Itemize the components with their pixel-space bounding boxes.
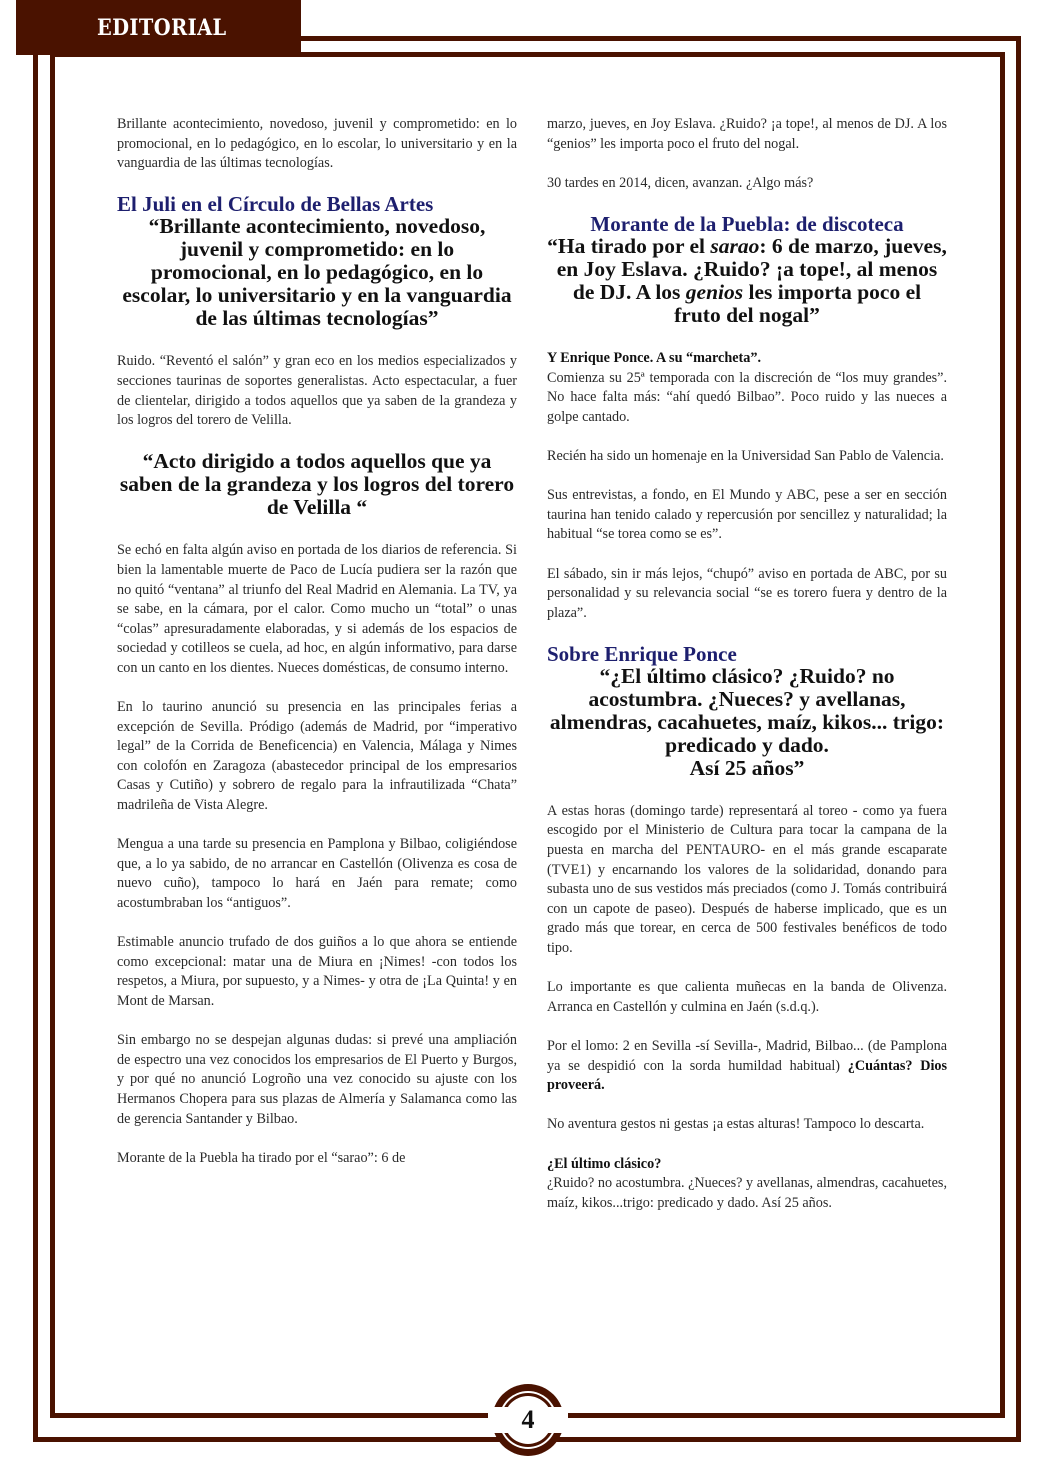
body-text-bold: ¿Cuántas? Dios proveerá. xyxy=(547,1057,948,1094)
body-paragraph: En lo taurino anunció su presencia en las principales ferias a excepción de Sevilla. Pródigo (además de Madrid, por “imperativo legal” de la Corrida de Beneficencia) en Valencia, Málaga y Nimes con colofón en Zaragoza (abastecedor principal de los empresarios Casas y Cutiño) y sobrero de regalo para la infrautilizada “Chata” madrileña de Vista Alegre. xyxy=(117,699,517,814)
left-column xyxy=(117,115,517,1188)
pull-quote-ponce xyxy=(547,665,947,780)
body-paragraph: Estimable anuncio trufado de dos guiños a lo que ahora se entiende como excepcional: matar una de Miura en ¡Nimes! -con todos los respetos, a Miura, por supuesto, y a Nimes- y otra de ¡La Quinta! y en Mont de Marsan. xyxy=(117,934,517,1009)
body-paragraph: 30 tardes en 2014, dicen, avanzan. ¿Algo más? xyxy=(547,174,814,191)
body-paragraph: Comienza su 25ª temporada con la discreción de “los muy grandes”. No hace falta más: “ahí quedó Bilbao”. Poco ruido y las nueces a golpe cantado. xyxy=(547,369,947,425)
pull-quote-italic: genios xyxy=(685,279,744,304)
body-paragraph: El sábado, sin ir más lejos, “chupó” aviso en portada de ABC, por su personalidad y su relevancia social “se es torero fuera y dentro de la plaza”. xyxy=(547,565,947,621)
body-paragraph: marzo, jueves, en Joy Eslava. ¿Ruido? ¡a tope!, al menos de DJ. A los “genios” les importa poco el fruto del nogal. xyxy=(547,116,947,152)
pull-quote-italic: sarao xyxy=(710,233,760,258)
pull-quote-morante xyxy=(547,235,947,327)
pull-quote-el-juli: “Brillante acontecimiento, novedoso, juvenil y comprometido: en lo promocional, en lo pedagógico, en lo escolar, lo universitario y en la vanguardia de las últimas tecnologías” xyxy=(122,214,512,331)
body-paragraph: Sus entrevistas, a fondo, en El Mundo y ABC, pese a ser en sección taurina han tenido calado y repercusión por sencillez y naturalidad; la habitual “se torea como se es”. xyxy=(547,487,947,543)
body-paragraph: No aventura gestos ni gestas ¡a estas alturas! Tampoco lo descarta. xyxy=(547,1116,925,1133)
pull-quote-text: : 6 de marzo, jueves, en Joy Eslava. ¿Ruido? ¡a tope!, al menos de DJ. A los xyxy=(556,233,947,304)
pull-quote-text: les importa poco el fruto del nogal” xyxy=(674,279,922,327)
body-paragraph: Lo importante es que calienta muñecas en la banda de Olivenza. Arranca en Castellón y culmina en Jaén (s.d.q.). xyxy=(547,979,947,1015)
ponce-lead-line: Y Enrique Ponce. A su “marcheta”. xyxy=(547,349,761,366)
section-header-tab xyxy=(16,0,301,55)
body-paragraph: A estas horas (domingo tarde) representará al toreo - como ya fuera escogido por el Ministerio de Cultura para tocar la campana de la puesta en marcha del PENTAURO- en el más grande escaparate (TVE1) y encarnando los valores de la solidaridad, donando para subasta uno de sus vestidos más preciados (como J. Tomás contribuirá con un capote de paseo). Después de haberse implicado, que es un grado más que torear, en cerca de 500 festivales benéficos de todo tipo. xyxy=(547,802,947,957)
body-paragraph: Ruido. “Reventó el salón” y gran eco en los medios especializados y secciones taurinas de soportes generalistas. Acto espectacular, a fuer de clientelar, dirigido a todos aquellos que ya saben de la grandeza y los logros del torero de Velilla. xyxy=(117,353,517,429)
right-column xyxy=(547,115,947,1233)
closing-lead-line: ¿El último clásico? xyxy=(547,1155,662,1172)
body-paragraph: Morante de la Puebla ha tirado por el “sarao”: 6 de xyxy=(117,1149,406,1166)
body-paragraph: Sin embargo no se despejan algunas dudas: si prevé una ampliación de espectro una vez conocidos los empresarios de El Puerto y Burgos, y por qué no anunció Logroño una vez conocido su ajuste con los Hermanos Chopera para sus plazas de Almería y Salamanca como las de gerencia Santander y Bilbao. xyxy=(117,1032,517,1127)
intro-paragraph: Brillante acontecimiento, novedoso, juvenil y comprometido: en lo promocional, en lo pedagógico, en lo escolar, lo universitario y en la vanguardia de las últimas tecnologías. xyxy=(117,116,517,172)
body-paragraph: Mengua a una tarde su presencia en Pamplona y Bilbao, coligiéndose que, a lo ya sabido, de no arrancar en Castellón (Olivenza es cosa de nuevo cuño), tampoco lo hará en Jaén para remate; como acostumbraban los “antiguos”. xyxy=(117,836,517,912)
pull-quote-line: Así 25 años” xyxy=(689,755,805,780)
body-paragraph xyxy=(547,1037,947,1096)
section-heading-ponce: Sobre Enrique Ponce xyxy=(547,641,737,666)
body-paragraph: Recién ha sido un homenaje en la Universidad San Pablo de Valencia. xyxy=(547,447,944,464)
section-heading-morante: Morante de la Puebla: de discoteca xyxy=(590,211,904,236)
page-number: 4 xyxy=(521,1405,535,1434)
pull-quote-line: “¿El último clásico? ¿Ruido? no acostumbra. ¿Nueces? y avellanas, almendras, cacahuetes, maíz, kikos... trigo: predicado y dado. xyxy=(549,663,945,757)
pull-quote-text: “Ha tirado por el xyxy=(547,233,711,258)
body-paragraph: Se echó en falta algún aviso en portada de los diarios de referencia. Si bien la lamentable muerte de Paco de Lucía pudiera ser la razón que no quitó “ventana” al triunfo del Real Madrid en Alemania. La TV, ya se sabe, en la cámara, por el calor. Como mucho un “total” o unas “colas” apresuradamente elaboradas, y si además de los espacios de sociedad y cotilleos se cuela, ad hoc, en algún informativo, para darse con un canto en los dientes. Nueces domésticas, de consumo interno. xyxy=(117,542,517,676)
body-text: Por el lomo: 2 en Sevilla -sí Sevilla-, Madrid, Bilbao... (de Pamplona ya se despidió con la sorda humildad habitual) xyxy=(547,1038,947,1074)
section-label: EDITORIAL xyxy=(97,14,227,41)
body-paragraph: ¿Ruido? no acostumbra. ¿Nueces? y avellanas, almendras, cacahuetes, maíz, kikos...trigo: predicado y dado. Así 25 años. xyxy=(547,1175,947,1211)
section-heading-el-juli: El Juli en el Círculo de Bellas Artes xyxy=(117,192,434,217)
pull-quote-acto: “Acto dirigido a todos aquellos que ya saben de la grandeza y los logros del torero de Velilla “ xyxy=(119,449,515,520)
